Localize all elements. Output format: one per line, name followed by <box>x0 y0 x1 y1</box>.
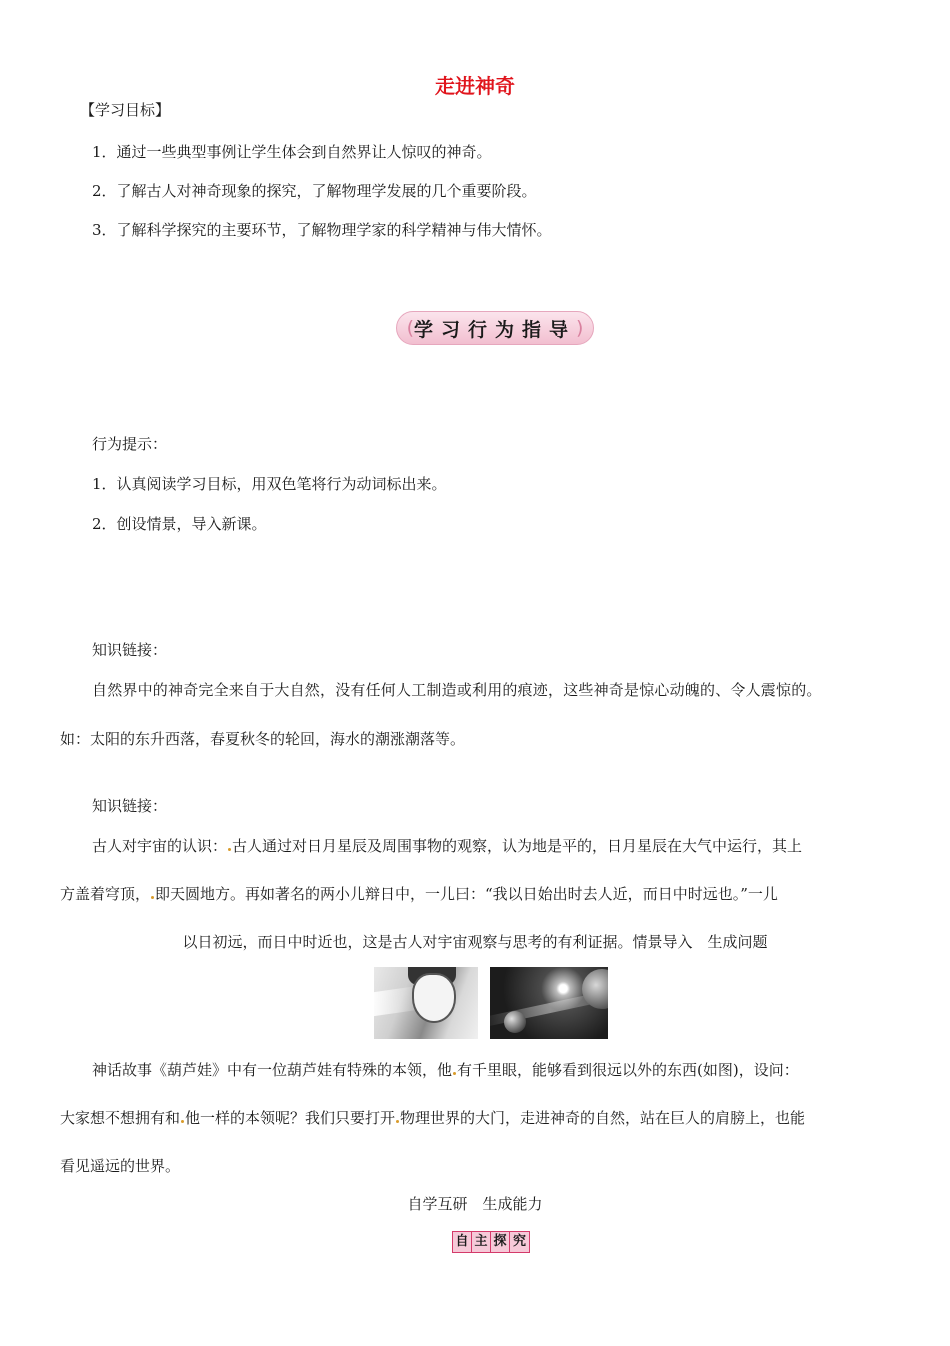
banner-text: 学习行为指导 <box>413 318 576 341</box>
knowledge-link-header-1: 知识链接： <box>92 641 168 659</box>
knowledge-link-2-line-2: 方盖着穹顶， 即天圆地方。再如著名的两小儿辩日中，一儿曰：“我以日始出时去人近，而日中时远也。”一儿 <box>60 885 778 903</box>
text-mark-dot <box>396 1120 399 1123</box>
section-heading-self-study: 自学互研 生成能力 <box>407 1195 543 1213</box>
banner-right-paren: ) <box>576 317 584 339</box>
story-line-2: 大家想不想拥有和 他一样的本领呢？我们只要打开 物理世界的大门，走进神奇的自然，站在巨人的肩膀上，也能 <box>60 1109 806 1127</box>
knowledge-link-2-line-1: 古人对宇宙的认识： 古人通过对日月星辰及周围事物的观察，认为地是平的，日月星辰在大气中运行，其上 <box>92 837 803 855</box>
text-mark-dot <box>151 896 154 899</box>
knowledge-link-2-line-3: 以日初远，而日中时近也，这是古人对宇宙观察与思考的有利证据。情景导入 生成问题 <box>182 933 768 951</box>
objective-item-2: 2．了解古人对神奇现象的探究，了解物理学发展的几个重要阶段。 <box>92 182 537 200</box>
badge-char-1: 自 <box>453 1232 472 1252</box>
badge-char-2: 主 <box>472 1232 491 1252</box>
page-title: 走进神奇 <box>435 74 515 98</box>
story-line-1: 神话故事《葫芦娃》中有一位葫芦娃有特殊的本领，他 有千里眼，能够看到很远以外的东西(如图)，设问： <box>92 1061 799 1079</box>
badge-char-3: 探 <box>491 1232 510 1252</box>
behavior-item-2: 2．创设情景，导入新课。 <box>92 515 267 533</box>
space-planets-image <box>490 967 608 1039</box>
text-mark-dot <box>453 1072 456 1075</box>
objective-item-3: 3．了解科学探究的主要环节，了解物理学家的科学精神与伟大情怀。 <box>92 221 552 239</box>
banner-left-paren: ( <box>406 317 414 339</box>
knowledge-link-1-line-1: 自然界中的神奇完全来自于大自然，没有任何人工制造或利用的痕迹，这些神奇是惊心动魄的、令人震惊的。 <box>92 681 822 699</box>
objectives-header: 【学习目标】 <box>80 101 171 119</box>
objective-item-1: 1．通过一些典型事例让学生体会到自然界让人惊叹的神奇。 <box>92 143 492 161</box>
text-mark-dot <box>181 1120 184 1123</box>
badge-char-4: 究 <box>510 1232 529 1252</box>
behavior-item-1: 1．认真阅读学习目标，用双色笔将行为动词标出来。 <box>92 475 447 493</box>
story-line-3: 看见遥远的世界。 <box>60 1157 181 1175</box>
calabash-brother-image <box>374 967 478 1039</box>
section-banner-learning-guide <box>396 311 594 345</box>
text-mark-dot <box>228 848 231 851</box>
self-exploration-badge <box>452 1231 530 1253</box>
knowledge-link-header-2: 知识链接： <box>92 797 168 815</box>
knowledge-link-1-line-2: 如：太阳的东升西落，春夏秋冬的轮回，海水的潮涨潮落等。 <box>60 730 466 748</box>
behavior-header: 行为提示： <box>92 435 168 453</box>
